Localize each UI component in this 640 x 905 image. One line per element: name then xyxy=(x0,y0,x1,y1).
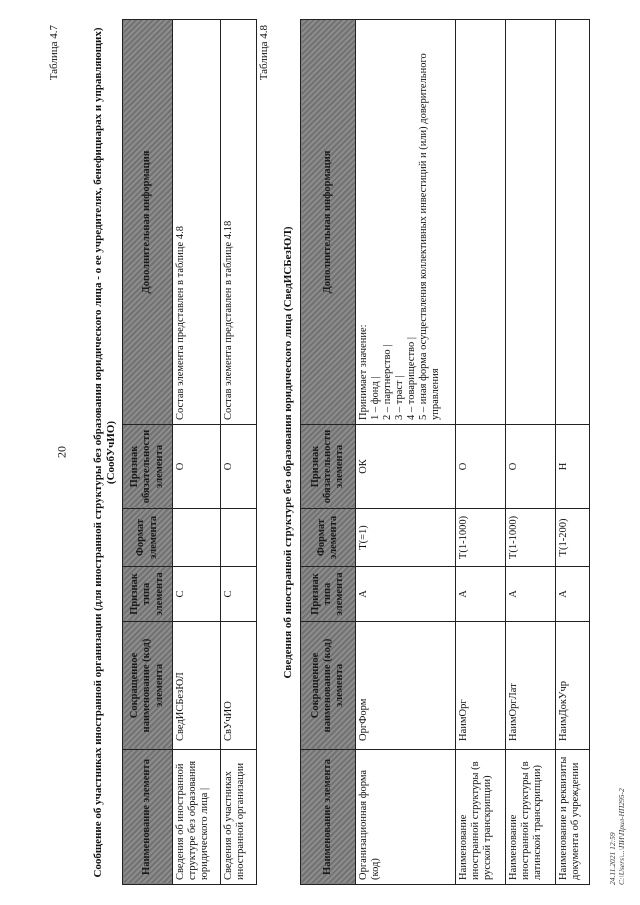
table-row xyxy=(456,20,506,885)
header-cell: Признак обязательности элемента xyxy=(123,425,173,509)
table-4-7 xyxy=(122,19,257,885)
element-required: Н xyxy=(556,425,590,509)
table-row xyxy=(506,20,556,885)
element-info: Состав элемента представлен в таблице 4.8 xyxy=(173,20,221,425)
element-required: ОК xyxy=(356,425,456,509)
element-info xyxy=(506,20,556,425)
element-info: Принимает значение: 1 – фонд | 2 – партнерство | 3 – траст | 4 – товарищество | 5 – иная форма осуществления коллективных инвестиций и (или) доверительного управления xyxy=(356,20,456,425)
element-type: А xyxy=(356,567,456,622)
element-name: Организационная форма (код) xyxy=(356,750,456,885)
table-row xyxy=(173,20,221,885)
element-type: С xyxy=(221,567,257,622)
element-name: Наименование и реквизиты документа об учреждении xyxy=(556,750,590,885)
element-info xyxy=(456,20,506,425)
element-type: А xyxy=(506,567,556,622)
element-type: А xyxy=(556,567,590,622)
footer-file-path: С:\Users\...\ПИ\Прил-НП295-2 xyxy=(617,788,627,885)
element-required: О xyxy=(173,425,221,509)
table-row xyxy=(356,20,456,885)
element-required: О xyxy=(456,425,506,509)
header-cell: Дополнительная информация xyxy=(123,20,173,425)
element-format: T(1-1000) xyxy=(506,509,556,567)
element-type: С xyxy=(173,567,221,622)
header-cell: Наименование элемента xyxy=(301,750,356,885)
header-cell: Формат элемента xyxy=(301,509,356,567)
page-number: 20 xyxy=(54,446,69,458)
header-cell: Признак типа элемента xyxy=(123,567,173,622)
element-info: Состав элемента представлен в таблице 4.18 xyxy=(221,20,257,425)
element-format xyxy=(173,509,221,567)
element-type: А xyxy=(456,567,506,622)
table-4-7-title: Сообщение об участниках иностранной организации (для иностранной структуры без образования юридического лица - о ее учредителях, бенефициарах и управляющих) (СообУчИО) xyxy=(92,27,118,878)
header-cell: Признак типа элемента xyxy=(301,567,356,622)
element-format: T(1-200) xyxy=(556,509,590,567)
element-info xyxy=(556,20,590,425)
table-row xyxy=(556,20,590,885)
element-code: СвУчИО xyxy=(221,622,257,750)
header-cell: Дополнительная информация xyxy=(301,20,356,425)
element-required: О xyxy=(221,425,257,509)
element-code: СведИСБезЮЛ xyxy=(173,622,221,750)
element-code: НаимДокУчр xyxy=(556,622,590,750)
element-code: ОргФорм xyxy=(356,622,456,750)
header-cell: Сокращенное наименование (код) элемента xyxy=(301,622,356,750)
table-4-7-label: Таблица 4.7 xyxy=(48,25,60,81)
element-name: Сведения об участниках иностранной организации xyxy=(221,750,257,885)
element-format: T(1-1000) xyxy=(456,509,506,567)
element-format xyxy=(221,509,257,567)
element-required: О xyxy=(506,425,556,509)
header-cell: Сокращенное наименование (код) элемента xyxy=(123,622,173,750)
element-code: НаимОрг xyxy=(456,622,506,750)
element-name: Наименование иностранной структуры (в русской транскрипции) xyxy=(456,750,506,885)
header-cell: Формат элемента xyxy=(123,509,173,567)
element-format: T(=1) xyxy=(356,509,456,567)
table-4-8-label: Таблица 4.8 xyxy=(258,25,270,81)
table-row xyxy=(221,20,257,885)
table-4-8 xyxy=(300,19,590,885)
header-cell: Наименование элемента xyxy=(123,750,173,885)
element-name: Наименование иностранной структуры (в латинской транскрипции) xyxy=(506,750,556,885)
footer xyxy=(608,788,627,885)
element-name: Сведения об иностранной структуре без образования юридического лица | xyxy=(173,750,221,885)
header-cell: Признак обязательности элемента xyxy=(301,425,356,509)
table-4-8-title: Сведения об иностранной структуре без образования юридического лица (СведИСБезЮЛ) xyxy=(282,226,294,679)
element-code: НаимОргЛат xyxy=(506,622,556,750)
footer-timestamp: 24.11.2021 12:59 xyxy=(608,832,617,885)
